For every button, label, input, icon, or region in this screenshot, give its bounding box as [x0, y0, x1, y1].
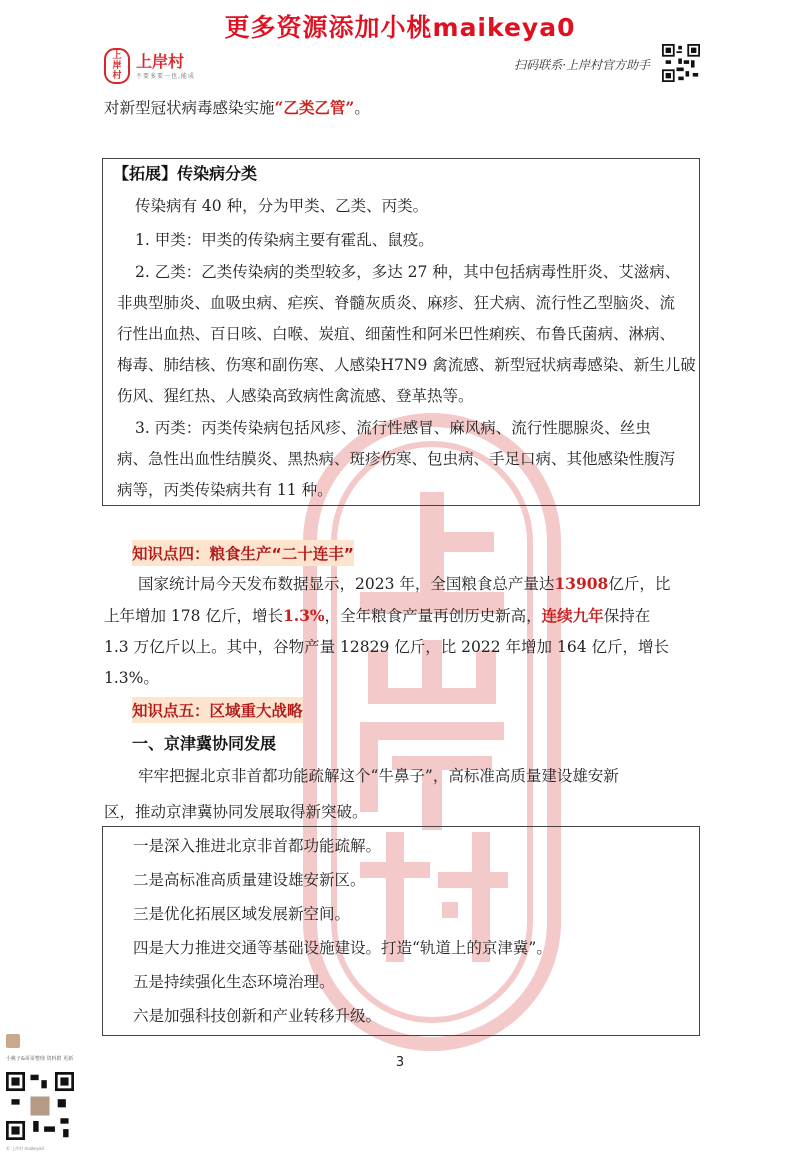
extension-intro: 传染病有 40 种，分为甲类、乙类、丙类。 [135, 197, 429, 215]
extension-item-jia: 1. 甲类：甲类的传染病主要有霍乱、鼠疫。 [135, 231, 434, 249]
text-line: 区，推动京津冀协同发展取得新突破。 [104, 803, 368, 821]
list-item: 四是大力推进交通等基础设施建设。打造“轨道上的京津冀”。 [133, 939, 552, 957]
extension-title: 【拓展】传染病分类 [113, 164, 258, 183]
text-span: ，全年粮食产量再创历史新高， [324, 607, 542, 625]
strategy-list [133, 829, 693, 1033]
text-line [104, 600, 704, 632]
text-line: 行性出血热、百日咳、白喉、炭疽、细菌性和阿米巴性痢疾、布鲁氏菌病、淋病、 [117, 325, 676, 343]
text-line: 1.3 万亿斤以上。其中，谷物产量 12829 亿斤，比 2022 年增加 164 亿斤，增长 [104, 638, 669, 656]
text-span: 亿斤，比 [608, 575, 671, 593]
highlight-number: 1.3% [282, 606, 325, 625]
intro-text: 对新型冠状病毒感染实施 [104, 99, 275, 117]
widget-caption: 小桃子&哥哥整理 资料群 更新 [6, 1056, 74, 1062]
text-line: 牢牢把握北京非首都功能疏解这个“牛鼻子”，高标准高质量建设雄安新 [138, 767, 619, 785]
text-line: 病、急性出血性结膜炎、黑热病、斑疹伤寒、包虫病、手足口病、其他感染性腹泻 [117, 450, 676, 468]
side-qr-widget[interactable] [6, 1030, 102, 1151]
extension-item-yi [117, 257, 697, 412]
text-line [104, 568, 704, 600]
brand-logo [104, 48, 195, 84]
logo-char: 岸 [112, 61, 122, 71]
list-item: 五是持续强化生态环境治理。 [133, 973, 335, 991]
list-item: 六是加强科技创新和产业转移升级。 [133, 1007, 382, 1025]
text-line: 伤风、猩红热、人感染高致病性禽流感、登革热等。 [117, 387, 474, 405]
text-line: 梅毒、肺结核、伤寒和副伤寒、人感染H7N9 禽流感、新型冠状病毒感染、新生儿破 [117, 356, 696, 374]
widget-footer: © 上岸村 maikeya0 [6, 1146, 44, 1151]
logo-char: 上 [112, 51, 122, 61]
strategy-list-box [102, 826, 700, 1036]
logo-badge [104, 48, 130, 84]
page-number: 3 [395, 1055, 405, 1070]
text-span: 保持在 [603, 607, 651, 625]
text-line: 2. 乙类：乙类传染病的类型较多，多达 27 种，其中包括病毒性肝炎、艾滋病、 [135, 263, 681, 281]
text-line: 病等，丙类传染病共有 11 种。 [117, 481, 333, 499]
text-span: 上年增加 178 亿斤，增长 [104, 607, 283, 625]
intro-line [104, 92, 704, 124]
intro-punct: 。 [354, 99, 370, 117]
list-item: 二是高标准高质量建设雄安新区。 [133, 871, 366, 889]
qr-code-icon[interactable] [6, 1072, 74, 1140]
text-line: 3. 丙类：丙类传染病包括风疹、流行性感冒、麻风病、流行性腮腺炎、丝虫 [135, 419, 651, 437]
text-line: 1.3%。 [104, 669, 159, 687]
point4-body [104, 568, 704, 694]
qr-code-icon[interactable] [662, 44, 700, 82]
intro-emphasis: “乙类乙管” [274, 98, 355, 117]
point5-subhead: 一、京津冀协同发展 [132, 734, 277, 753]
text-line: 非典型肺炎、血吸虫病、疟疾、脊髓灰质炎、麻疹、狂犬病、流行性乙型脑炎、流 [117, 294, 676, 312]
point5-body [104, 758, 704, 830]
highlight-text: 连续九年 [541, 606, 604, 625]
avatar [6, 1034, 20, 1048]
text-span: 国家统计局今天发布数据显示，2023 年，全国粮食总产量达 [138, 575, 555, 593]
promo-banner: 更多资源添加小桃maikeya0 [224, 13, 576, 42]
list-item: 三是优化拓展区域发展新空间。 [133, 905, 351, 923]
logo-slogan: 不要多要一也,能成 [136, 72, 195, 80]
point4-label: 知识点四：粮食生产“二十连丰” [132, 540, 354, 566]
extension-box [102, 158, 700, 506]
point5-label: 知识点五：区域重大战略 [132, 697, 303, 723]
list-item: 一是深入推进北京非首都功能疏解。 [133, 837, 382, 855]
extension-item-bing [117, 413, 697, 506]
logo-char: 村 [112, 71, 122, 81]
highlight-number: 13908 [554, 574, 609, 593]
logo-name: 上岸村 [136, 51, 185, 71]
header-contact-text: 扫码联系·上岸村官方助手 [514, 58, 650, 72]
